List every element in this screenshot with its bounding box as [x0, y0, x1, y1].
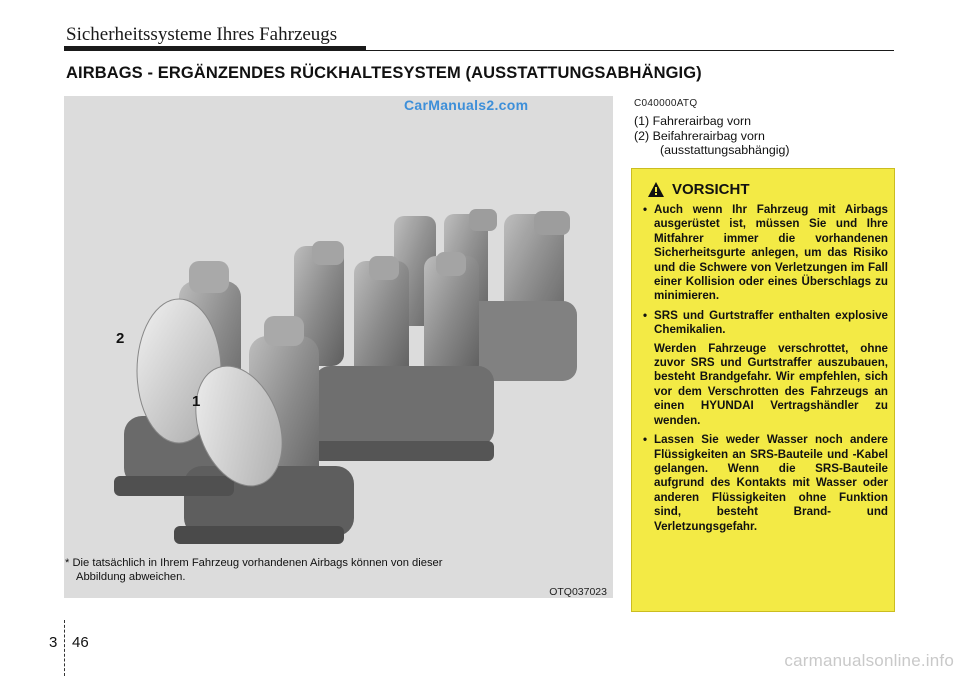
- caution-list: [642, 203, 888, 539]
- figure-code: OTQ037023: [549, 586, 607, 598]
- callout-1: 1: [192, 393, 201, 410]
- header-rule-thin: [366, 50, 894, 51]
- watermark-text: CarManuals2.com: [404, 97, 529, 113]
- airbag-illustration: [64, 96, 613, 598]
- figure-note-line1: * Die tatsächlich in Ihrem Fahrzeug vorhandenen Airbags können von dieser: [65, 557, 443, 569]
- warning-icon: [648, 182, 664, 197]
- figure-note-line2: Abbildung abweichen.: [76, 571, 186, 583]
- legend: [634, 114, 790, 158]
- page-number: 46: [72, 634, 89, 651]
- caution-title: [648, 181, 750, 198]
- caution-item-2-paragraph: Werden Fahrzeuge verschrottet, ohne zuvor SRS und Gurtstraffer auszubauen, besteht Brandgefahr. Wir empfehlen, sich vor dem Verschrotten des Fahrzeugs an einen HYUNDAI Vertragshändler zu wenden.: [654, 341, 888, 427]
- header-rule: [64, 46, 366, 51]
- section-number: 3: [49, 634, 58, 651]
- page-heading: AIRBAGS - ERGÄNZENDES RÜCKHALTESYSTEM (AUSSTATTUNGSABHÄNGIG): [66, 64, 702, 82]
- caution-box: [631, 168, 895, 612]
- caution-item-2-text: SRS und Gurtstraffer enthalten explosive Chemikalien.: [654, 308, 888, 337]
- figure-note: [64, 556, 521, 584]
- legend-item-1: (1) Fahrerairbag vorn: [634, 114, 752, 128]
- caution-item-3: • Lassen Sie weder Wasser noch andere Flüssigkeiten an SRS-Bauteile und -Kabel gelangen. Wenn die SRS-Bauteile aufgrund des Kontakts mit Wasser oder anderen Flüssigkeiten ohne Funktion sind, besteht Brand- und Verletzungsgefahr.: [642, 433, 888, 534]
- seats-illustration: [64, 96, 613, 598]
- callout-2: 2: [116, 330, 125, 347]
- second-row-seats: [294, 241, 494, 461]
- page-divider: [64, 620, 65, 676]
- caution-item-2: [642, 309, 888, 428]
- third-row-seats: [394, 209, 577, 381]
- caution-item-1: • Auch wenn Ihr Fahrzeug mit Airbags ausgerüstet ist, müssen Sie und Ihre Mitfahrer immer die vorhandenen Sicherheitsgurte anlegen, um das Risiko und die Schwere von Verletzungen im Fall einer Kollision oder eines Überschlags zu minimieren.: [642, 203, 888, 304]
- document-code: C040000ATQ: [634, 98, 698, 109]
- caution-title-text: VORSICHT: [672, 181, 750, 198]
- legend-item-2: (2) Beifahrerairbag vorn: [634, 128, 765, 143]
- footer-watermark: carmanualsonline.info: [784, 651, 954, 670]
- section-title: Sicherheitssysteme Ihres Fahrzeugs: [66, 24, 338, 45]
- legend-item-2-sub: (ausstattungsabhängig): [660, 143, 790, 157]
